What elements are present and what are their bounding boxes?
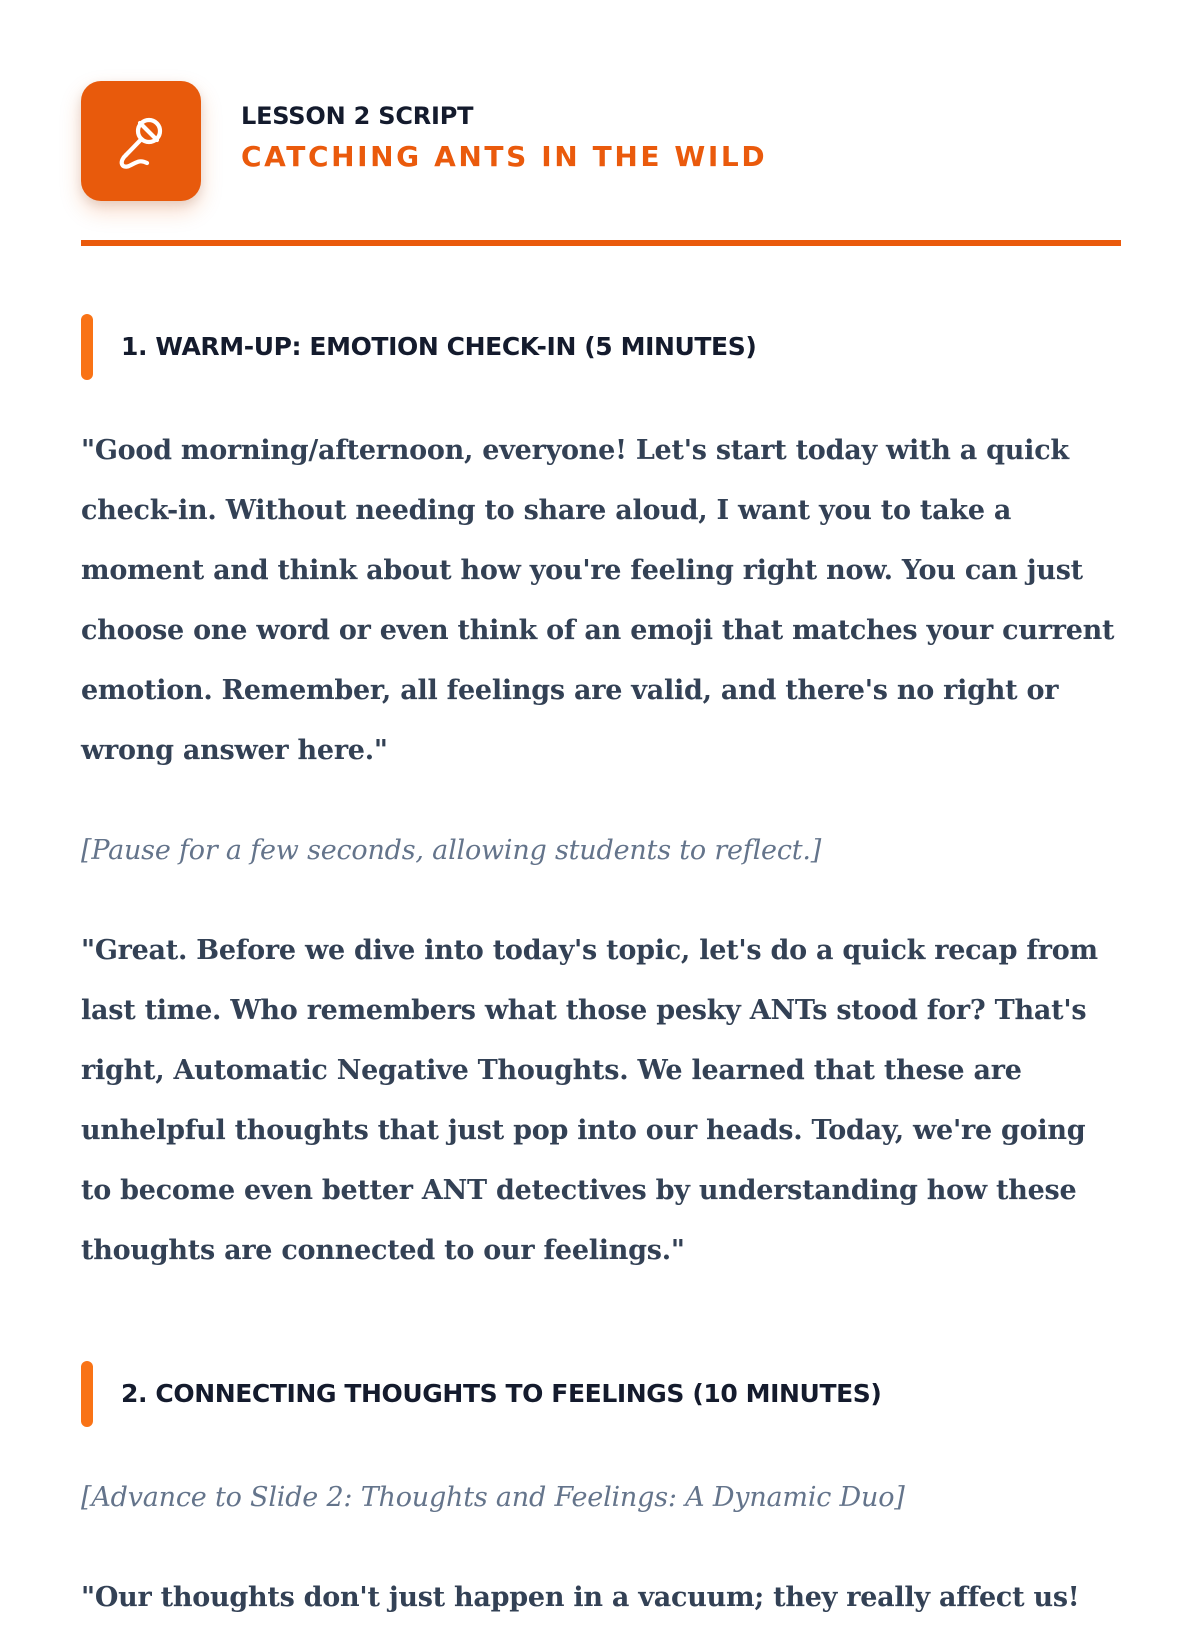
stage-direction: [Pause for a few seconds, allowing students to reflect.] [81, 835, 822, 866]
microphone-icon [109, 109, 173, 173]
lesson-subtitle: CATCHING ANTS IN THE WILD [241, 140, 768, 173]
lesson-kicker: LESSON 2 SCRIPT [241, 102, 474, 130]
lesson-header [81, 81, 1121, 201]
section-heading [81, 1361, 1121, 1427]
section-heading [81, 314, 1121, 380]
lesson-icon-tile [81, 81, 201, 201]
script-speech-paragraph: "Good morning/afternoon, everyone! Let's start today with a quick check-in. Without needing to share aloud, I want you to take a moment and think about how you're feeling right now. You can just choose one word or even think of an emoji that matches your current emotion. Remember, all feelings are valid, and there's no right or wrong answer here." [81, 435, 1115, 766]
header-divider [81, 240, 1121, 246]
section-accent-bar [81, 1361, 93, 1427]
section-title: 1. WARM-UP: EMOTION CHECK-IN (5 MINUTES) [121, 332, 757, 361]
script-speech-paragraph: "Great. Before we dive into today's topic, let's do a quick recap from last time. Who remembers what those pesky ANTs stood for? That's right, Automatic Negative Thoughts. We learned that these are unhelpful thoughts that just pop into our heads. Today, we're going to become even better ANT detectives by understanding how these thoughts are connected to our feelings." [81, 935, 1098, 1266]
lesson-title-block [241, 101, 767, 177]
stage-direction: [Advance to Slide 2: Thoughts and Feelings: A Dynamic Duo] [81, 1482, 905, 1513]
section-title: 2. CONNECTING THOUGHTS TO FEELINGS (10 MINUTES) [121, 1379, 882, 1408]
section-accent-bar [81, 314, 93, 380]
script-speech-paragraph: "Our thoughts don't just happen in a vacuum; they really affect us! [81, 1582, 1080, 1613]
